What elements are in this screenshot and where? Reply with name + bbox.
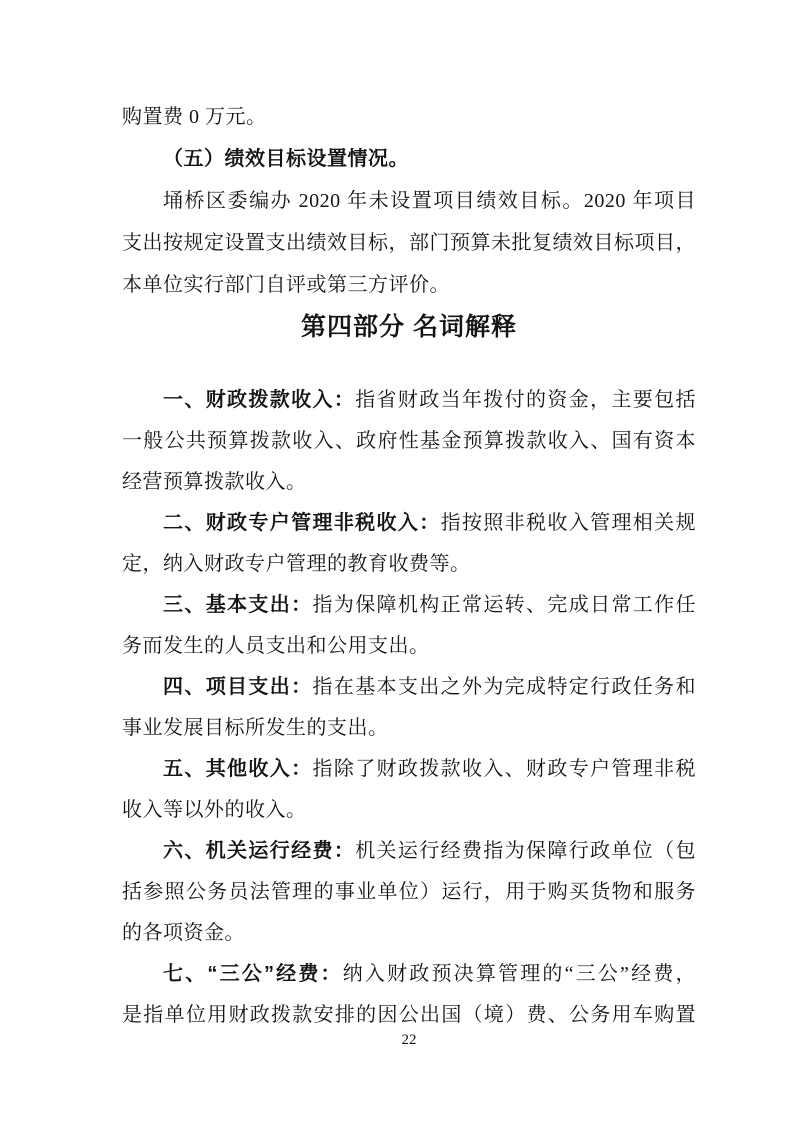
- text-line: [122, 667, 696, 708]
- text-line: [122, 872, 696, 913]
- line-text: 括参照公务员法管理的事业单位）运行，用于购买货物和服务: [122, 881, 696, 903]
- text-line: [122, 831, 696, 872]
- text-line: [122, 222, 696, 264]
- text-line: [122, 749, 696, 790]
- line-lead: 一、财政拨款收入：: [163, 389, 356, 411]
- line-text: 事业发展目标所发生的支出。: [122, 717, 389, 739]
- text-line: [122, 96, 696, 138]
- text-line: [122, 913, 696, 954]
- text-line: [122, 462, 696, 503]
- line-lead: 六、机关运行经费：: [163, 840, 356, 862]
- line-text: 购置费 0 万元。: [122, 106, 267, 128]
- line-lead: 五、其他收入：: [163, 758, 313, 780]
- text-line: [122, 585, 696, 626]
- line-text: 指按照非税收入管理相关规: [440, 512, 697, 534]
- text-line: [122, 421, 696, 462]
- line-text: 指省财政当年拨付的资金，主要包括: [355, 389, 696, 411]
- line-text: 务而发生的人员支出和公用支出。: [122, 635, 430, 657]
- text-line: [122, 626, 696, 667]
- line-text: 是指单位用财政拨款安排的因公出国（境）费、公务用车购置: [122, 1004, 696, 1026]
- line-text: 的各项资金。: [122, 922, 245, 944]
- line-text: 指在基本支出之外为完成特定行政任务和: [312, 676, 697, 698]
- line-lead: 二、财政专户管理非税收入：: [163, 512, 441, 534]
- text-line: [122, 138, 696, 180]
- text-line: [122, 264, 696, 306]
- page-number: 22: [401, 1032, 417, 1048]
- line-text: 经营预算拨款收入。: [122, 471, 307, 493]
- text-line: [122, 790, 696, 831]
- line-text: 收入等以外的收入。: [122, 799, 307, 821]
- section-title: 第四部分 名词解释: [301, 313, 517, 341]
- line-lead: （五）绩效目标设置情况。: [163, 148, 409, 170]
- line-text: 本单位实行部门自评或第三方评价。: [122, 274, 450, 296]
- line-lead: 三、基本支出：: [163, 594, 313, 616]
- text-line: [122, 708, 696, 749]
- line-text: 一般公共预算拨款收入、政府性基金预算拨款收入、国有资本: [122, 430, 696, 452]
- definitions-block: [122, 380, 696, 1036]
- line-text: 定，纳入财政专户管理的教育收费等。: [122, 553, 471, 575]
- line-lead: 四、项目支出：: [163, 676, 313, 698]
- line-lead: 七、“三公”经费：: [163, 963, 343, 985]
- line-text: 指为保障机构正常运转、完成日常工作任: [312, 594, 697, 616]
- line-text: 机关运行经费指为保障行政单位（包: [355, 840, 696, 862]
- line-text: 指除了财政拨款收入、财政专户管理非税: [312, 758, 697, 780]
- line-text: 纳入财政预决算管理的“三公”经费，: [342, 963, 697, 985]
- text-line: [122, 503, 696, 544]
- text-line: [122, 544, 696, 585]
- text-line: [122, 380, 696, 421]
- line-text: 埇桥区委编办 2020 年未设置项目绩效目标。2020 年项目: [163, 190, 696, 212]
- text-line: [122, 954, 696, 995]
- line-text: 支出按规定设置支出绩效目标，部门预算未批复绩效目标项目，: [122, 232, 696, 254]
- intro-block: [122, 96, 696, 306]
- text-line: [122, 180, 696, 222]
